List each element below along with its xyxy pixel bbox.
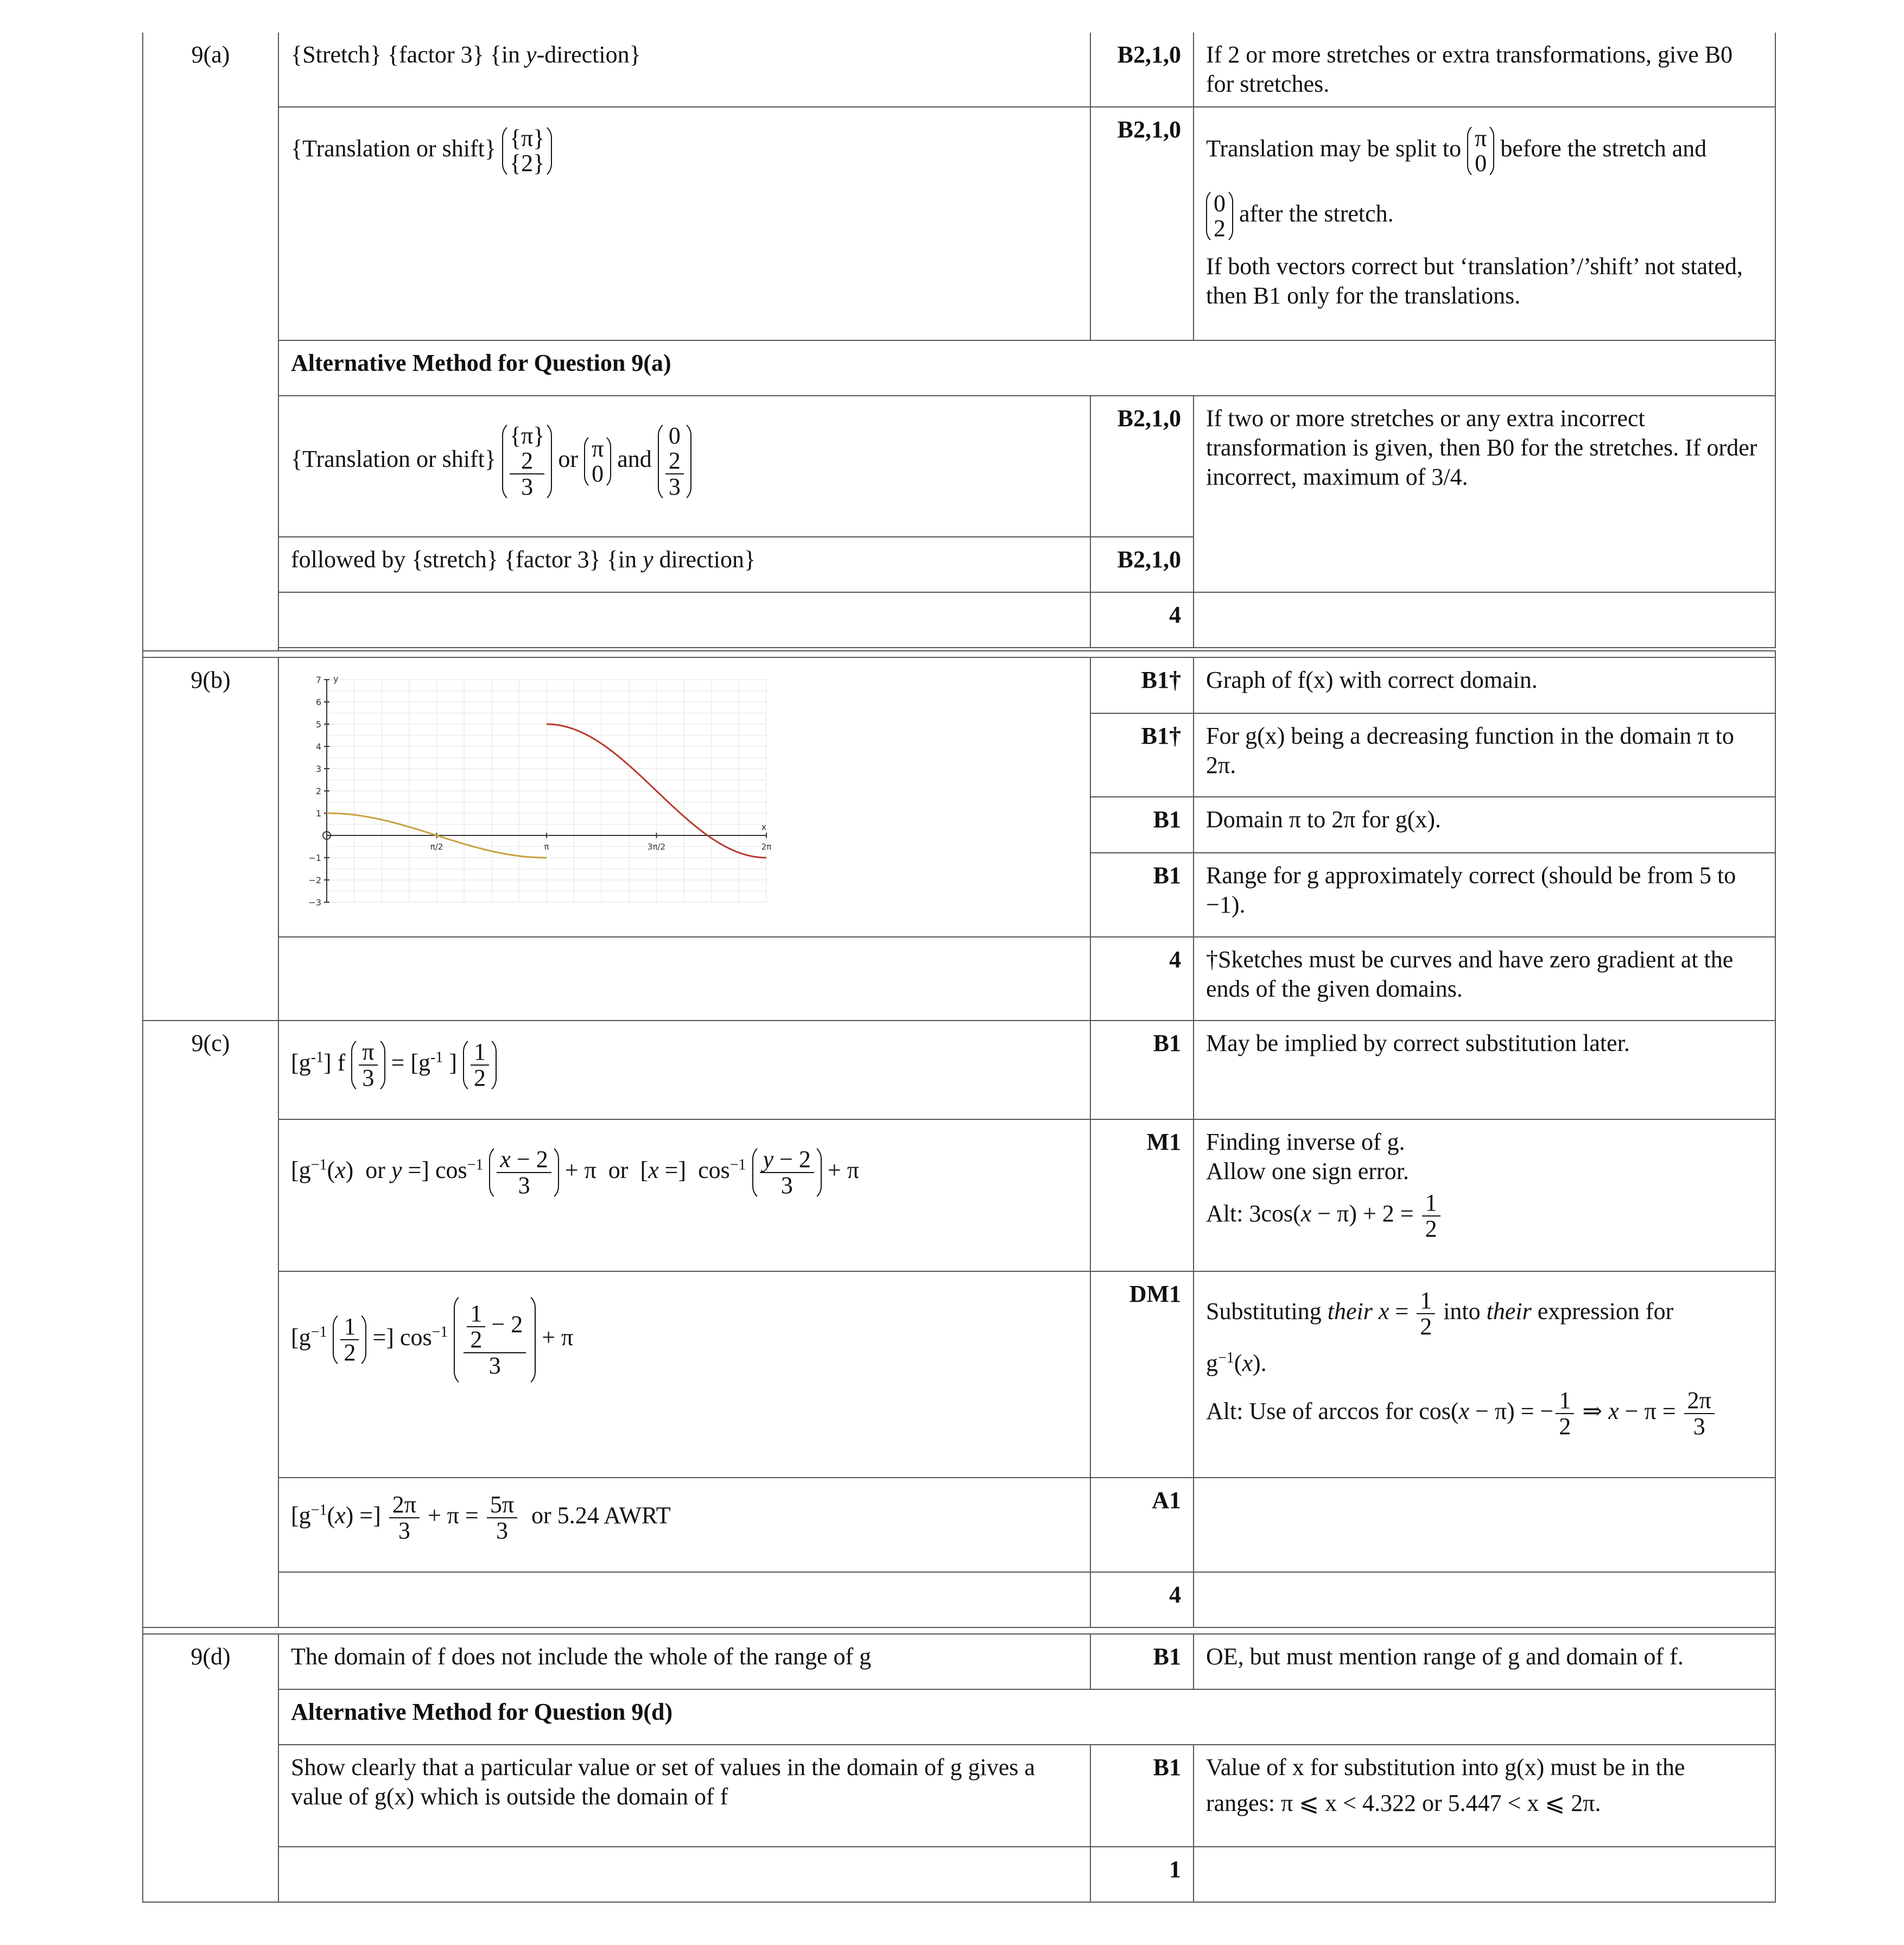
fraction: [471, 1040, 489, 1091]
q9b-mark-2: [1090, 713, 1194, 797]
numerator: 1: [471, 1040, 489, 1066]
fraction: [359, 1040, 377, 1091]
y-tick-label: 4: [315, 742, 321, 752]
q9b-total: [1090, 937, 1194, 1021]
separator-cell: [1194, 1627, 1775, 1634]
numerator: 5π: [487, 1492, 517, 1518]
q9a-alt-note: [1194, 396, 1775, 592]
split-vector-2: [1206, 188, 1233, 244]
denominator: 2: [1559, 1412, 1571, 1440]
q9a-note-translation: [1194, 107, 1775, 340]
guidance-text: Substituting: [1206, 1298, 1322, 1325]
q9d-alt-heading-row: [143, 1689, 1775, 1745]
fraction: [467, 1301, 485, 1352]
guidance-text: Graph of f(x) with correct domain.: [1206, 667, 1538, 693]
q9a-label: [143, 33, 278, 651]
mark: B2,1,0: [1117, 116, 1181, 143]
q9c-note-3: Substituting their x = $\frac{1}{2}$ into their expression for $g^{-1}(x)$. Alt: Use of arccos for cos(x − π) = − $\frac{1}{2}$ ⇒ x − π = $\frac{2\pi}{3}$: [1194, 1271, 1775, 1478]
denominator: 2: [473, 1065, 486, 1091]
vector-bottom: 0: [1475, 150, 1487, 176]
q9b-total-row: [143, 937, 1775, 1021]
y-tick-label: −3: [308, 897, 321, 908]
guidance-text: after the stretch.: [1239, 200, 1394, 227]
mark: B2,1,0: [1117, 41, 1181, 68]
split-vector-1: [1467, 123, 1494, 179]
q9d-alt-mark: [1090, 1745, 1194, 1847]
x-tick-label: 2π: [761, 842, 772, 852]
x-tick-label: π: [544, 842, 549, 852]
q9a-mark-translation: [1090, 107, 1194, 340]
separator-9c-9d: [143, 1627, 1775, 1634]
total-mark: 4: [1169, 946, 1181, 973]
vector-bottom: 0: [592, 460, 604, 487]
q9a-alt-heading: [278, 340, 1775, 396]
q9a-mark-stretch: [1090, 33, 1194, 107]
paren: [489, 1144, 558, 1201]
denominator: 2: [470, 1326, 483, 1353]
expr-inverse-g: [$g^{-1}(x)$ or y =] $\cos^{-1}$ $\frac{x - 2}{3}$ + π or [x =] $\cos^{-1}$ $\frac{y - 2}{3}$ + π: [291, 1144, 1078, 1201]
denominator: 3: [668, 473, 681, 500]
q9a-total: [1090, 592, 1194, 648]
numerator: 1: [1556, 1388, 1574, 1414]
alt-vector-2: [584, 433, 611, 490]
mark: M1: [1146, 1129, 1181, 1155]
q9a-alt-heading-row: [143, 340, 1775, 396]
paren: [351, 1036, 385, 1094]
alt-vector-3: [658, 420, 691, 503]
separator-cell: [1194, 651, 1775, 657]
question-number: 9(d): [191, 1643, 231, 1670]
denominator: 3: [496, 1517, 508, 1544]
denominator: 3: [398, 1517, 410, 1544]
q9b-note-3: [1194, 797, 1775, 853]
q9d-alt-note: [1194, 1745, 1775, 1847]
mark: B1: [1153, 806, 1181, 833]
answer-var: y: [643, 546, 653, 573]
vector-top: 0: [668, 422, 681, 449]
mark: B1: [1153, 862, 1181, 889]
x-axis-label: x: [761, 822, 766, 832]
q9c-mark-2: [1090, 1119, 1194, 1271]
numerator: 1: [340, 1314, 359, 1340]
guidance-text: Range for g approximately correct (should be from 5 to −1).: [1206, 862, 1736, 918]
denominator: 3: [521, 473, 534, 500]
q9b-mark-1: [1090, 657, 1194, 713]
denominator: 3: [488, 1352, 501, 1379]
question-number: 9(a): [191, 41, 230, 68]
numerator: $\frac{1}{2}$ − 2: [464, 1301, 526, 1353]
guidance-text: For g(x) being a decreasing function in the domain π to 2π.: [1206, 722, 1734, 778]
fraction: [760, 1147, 814, 1198]
q9d-answer-1: [278, 1634, 1090, 1689]
q9c-answer-2: [278, 1119, 1090, 1271]
q9a-total-row: [143, 592, 1775, 648]
guidance-text: Finding inverse of g.: [1206, 1129, 1405, 1155]
question-number: 9(c): [191, 1030, 230, 1056]
translation-vector: [502, 123, 552, 179]
answer-text: {Translation or shift}: [291, 135, 496, 162]
answer-text: -direction}: [536, 41, 641, 68]
vector-top: {π}: [509, 125, 545, 151]
alt-vector-1: [502, 420, 552, 503]
q9d-total-blank: [278, 1847, 1090, 1902]
q9c-total-row: [143, 1572, 1775, 1627]
q9a-alt-mark-translation: [1090, 396, 1194, 537]
expr-substitution: [$g^{-1}$ $\frac{1}{2}$ =] $\cos^{-1}$ $\frac{1}{2}$ − 2 3 + π: [291, 1293, 1078, 1387]
guidance-text: expression for: [1537, 1298, 1674, 1325]
fraction: [1422, 1190, 1440, 1241]
question-number: 9(b): [191, 667, 231, 693]
guidance-text: Translation may be split to: [1206, 135, 1462, 162]
numerator: 1: [1417, 1288, 1435, 1314]
q9d-total-note: [1194, 1847, 1775, 1902]
answer-text: followed by {stretch} {factor 3} {in: [291, 546, 643, 573]
q9d-label: [143, 1634, 278, 1902]
denominator: 3: [518, 1172, 530, 1199]
vector-top: {π}: [509, 422, 545, 449]
guidance-text: Allow one sign error.: [1206, 1158, 1409, 1184]
denominator: 2: [344, 1339, 356, 1366]
vector-top: π: [592, 435, 604, 462]
y-tick-label: 2: [315, 786, 321, 796]
numerator: 2: [665, 448, 684, 474]
q9a-alt-answer-translation: [278, 396, 1090, 537]
q9a-row-translation: [143, 107, 1775, 340]
q9c-mark-1: [1090, 1021, 1194, 1119]
q9c-note-1: [1194, 1021, 1775, 1119]
q9c-row-4: [143, 1478, 1775, 1572]
q9c-row-3: [143, 1271, 1775, 1478]
answer-text: or 5.24 AWRT: [531, 1502, 671, 1529]
total-mark: 4: [1169, 1581, 1181, 1608]
fraction: [340, 1314, 359, 1365]
q9c-mark-3: [1090, 1271, 1194, 1478]
y-tick-label: 3: [315, 764, 321, 774]
guidance-text: May be implied by correct substitution later.: [1206, 1030, 1630, 1056]
separator-cell: [278, 1627, 1090, 1634]
mark: B1†: [1141, 667, 1181, 693]
q9a-total-note: [1194, 592, 1775, 648]
guidance-text: Value of x for substitution into g(x) must be in the: [1206, 1754, 1685, 1781]
separator-cell: [143, 1627, 278, 1634]
vector-fraction: [510, 448, 544, 499]
guidance-text: If 2 or more stretches or extra transformations, give B0 for stretches.: [1206, 41, 1733, 97]
q9b-mark-4: [1090, 853, 1194, 937]
q9c-answer-4: [278, 1478, 1090, 1572]
q9d-total-row: [143, 1847, 1775, 1902]
guidance-text: If two or more stretches or any extra incorrect transformation is given, then B0 for the stretches. If order incorrect, maximum of 3/4.: [1206, 405, 1757, 490]
q9b-label: [143, 657, 278, 1021]
mark: B2,1,0: [1117, 405, 1181, 432]
guidance-text: Domain π to 2π for g(x).: [1206, 806, 1442, 833]
y-tick-label: 6: [315, 697, 321, 707]
q9b-total-note: [1194, 937, 1775, 1021]
numerator: 2π: [1684, 1388, 1715, 1414]
guidance-text: ranges: π ⩽ x < 4.322 or 5.447 < x ⩽ 2π.: [1206, 1790, 1601, 1816]
fraction: [1417, 1288, 1435, 1339]
separator-9a-9b: [143, 651, 1775, 657]
mark: B2,1,0: [1117, 546, 1181, 573]
q9c-answer-1: [278, 1021, 1090, 1119]
q9c-total-note: [1194, 1572, 1775, 1627]
vector-bottom: 2: [1214, 215, 1226, 242]
separator-cell: [1090, 1627, 1194, 1634]
alternative-heading: Alternative Method for Question 9(d): [291, 1699, 673, 1725]
fraction: [497, 1147, 551, 1198]
paren: [752, 1144, 822, 1201]
numerator: 2π: [389, 1492, 420, 1518]
paren: [454, 1293, 536, 1387]
alternative-heading: Alternative Method for Question 9(a): [291, 350, 671, 376]
mark: B1†: [1141, 722, 1181, 749]
q9a-note-stretch: [1194, 33, 1775, 107]
q9c-answer-3: [278, 1271, 1090, 1478]
denominator: 3: [780, 1172, 793, 1199]
y-tick-label: 5: [315, 719, 321, 730]
mark: A1: [1152, 1487, 1181, 1513]
q9c-note-2: Finding inverse of g. Allow one sign error. Alt: 3cos(x − π) + 2 = $\frac{1}{2}$: [1194, 1119, 1775, 1271]
fraction: [464, 1301, 526, 1378]
x-tick-label: 3π/2: [647, 842, 666, 852]
guidance-text: Alt: Use of arccos for: [1206, 1397, 1413, 1424]
q9c-row-2: [143, 1119, 1775, 1271]
vector-top: 0: [1214, 190, 1226, 217]
denominator: 2: [1425, 1215, 1437, 1242]
q9b-total-blank: [278, 937, 1090, 1021]
paren: [333, 1311, 366, 1369]
numerator: 2: [510, 448, 544, 474]
guidance-text: Alt:: [1206, 1200, 1243, 1227]
fraction: [487, 1492, 517, 1543]
answer-text: {Stretch} {factor 3} {in: [291, 41, 526, 68]
q9d-alt-heading: [278, 1689, 1775, 1745]
q9c-mark-4: [1090, 1478, 1194, 1572]
numerator: x − 2: [497, 1147, 551, 1173]
q9d-alt-row: [143, 1745, 1775, 1847]
and-text: and: [617, 446, 652, 473]
denominator: 2: [1420, 1313, 1432, 1340]
mark-scheme-table: [142, 33, 1776, 1903]
q9b-row-1: [143, 657, 1775, 713]
total-mark: 4: [1169, 601, 1181, 628]
q9a-alt-answer-stretch: [278, 537, 1090, 592]
guidance-text: If both vectors correct but ‘translation’/’shift’ not stated, then B1 only for the translations.: [1206, 253, 1743, 309]
expr-g-inverse-f: $[g^{-1}]$ f $\frac{\pi}{3}$ = [$g^{-1}$ ] $\frac{1}{2}$: [291, 1036, 1078, 1094]
q9c-row-1: [143, 1021, 1775, 1119]
q9b-mark-3: [1090, 797, 1194, 853]
vector-top: π: [1475, 125, 1487, 151]
q9a-total-blank: [278, 592, 1090, 648]
q9d-row-1: [143, 1634, 1775, 1689]
answer-text: Show clearly that a particular value or set of values in the domain of g gives a value of g(x) which is outside the domain of f: [291, 1754, 1035, 1810]
numerator: 1: [467, 1301, 485, 1327]
q9b-note-1: [1194, 657, 1775, 713]
mark: B1: [1153, 1754, 1181, 1781]
guidance-text: OE, but must mention range of g and domain of f.: [1206, 1643, 1684, 1670]
guidance-text: †Sketches must be curves and have zero gradient at the ends of the given domains.: [1206, 946, 1734, 1002]
mark: B1: [1153, 1643, 1181, 1670]
fraction: [1684, 1388, 1715, 1439]
denominator: 3: [362, 1065, 375, 1091]
q9c-note-4: [1194, 1478, 1775, 1572]
q9b-note-2: [1194, 713, 1775, 797]
guidance-text: into: [1443, 1298, 1481, 1325]
answer-var: y: [526, 41, 537, 68]
vector-fraction: [665, 448, 684, 499]
numerator: π: [359, 1040, 377, 1066]
q9a-answer-translation: [278, 107, 1090, 340]
separator-cell: [1090, 651, 1194, 657]
q9d-note-1: [1194, 1634, 1775, 1689]
x-tick-label: π/2: [430, 842, 443, 852]
q9c-total: [1090, 1572, 1194, 1627]
y-tick-label: 7: [315, 675, 321, 685]
y-tick-label: 1: [315, 808, 321, 819]
y-tick-label: −2: [308, 875, 321, 885]
q9c-label: [143, 1021, 278, 1627]
q9b-graph-cell: [278, 657, 1090, 937]
y-axis-label: y: [333, 674, 339, 684]
mark: B1: [1153, 1030, 1181, 1056]
q9c-total-blank: [278, 1572, 1090, 1627]
q9a-row-stretch: [143, 33, 1775, 107]
q9a-alt-mark-stretch: [1090, 537, 1194, 592]
paren: [463, 1036, 497, 1094]
answer-text: The domain of f does not include the whole of the range of g: [291, 1643, 872, 1670]
sketch-graph: [289, 663, 788, 924]
vector-bottom: {2}: [510, 150, 545, 176]
answer-text: direction}: [653, 546, 756, 573]
fraction: [1556, 1388, 1574, 1439]
guidance-text: before the stretch and: [1500, 135, 1707, 162]
total-mark: 1: [1169, 1856, 1181, 1883]
q9a-answer-stretch: [278, 33, 1090, 107]
q9d-total: [1090, 1847, 1194, 1902]
numerator: y − 2: [760, 1147, 814, 1173]
q9b-note-4: [1194, 853, 1775, 937]
numerator: 1: [1422, 1190, 1440, 1217]
denominator: 3: [1693, 1412, 1705, 1440]
separator-cell: [278, 651, 1090, 657]
q9a-alt-row-translation: [143, 396, 1775, 537]
mark: DM1: [1129, 1281, 1181, 1307]
or-text: or: [558, 446, 579, 473]
fraction: [389, 1492, 420, 1543]
separator-cell: [143, 651, 278, 657]
answer-text: {Translation or shift}: [291, 446, 496, 473]
y-tick-label: −1: [308, 853, 321, 863]
expr-final-answer: [$g^{-1}(x)$ =] $\frac{2\pi}{3}$ + π = $\frac{5\pi}{3}$ or 5.24 AWRT: [291, 1491, 671, 1544]
q9d-alt-answer: [278, 1745, 1090, 1847]
q9d-mark-1: [1090, 1634, 1194, 1689]
